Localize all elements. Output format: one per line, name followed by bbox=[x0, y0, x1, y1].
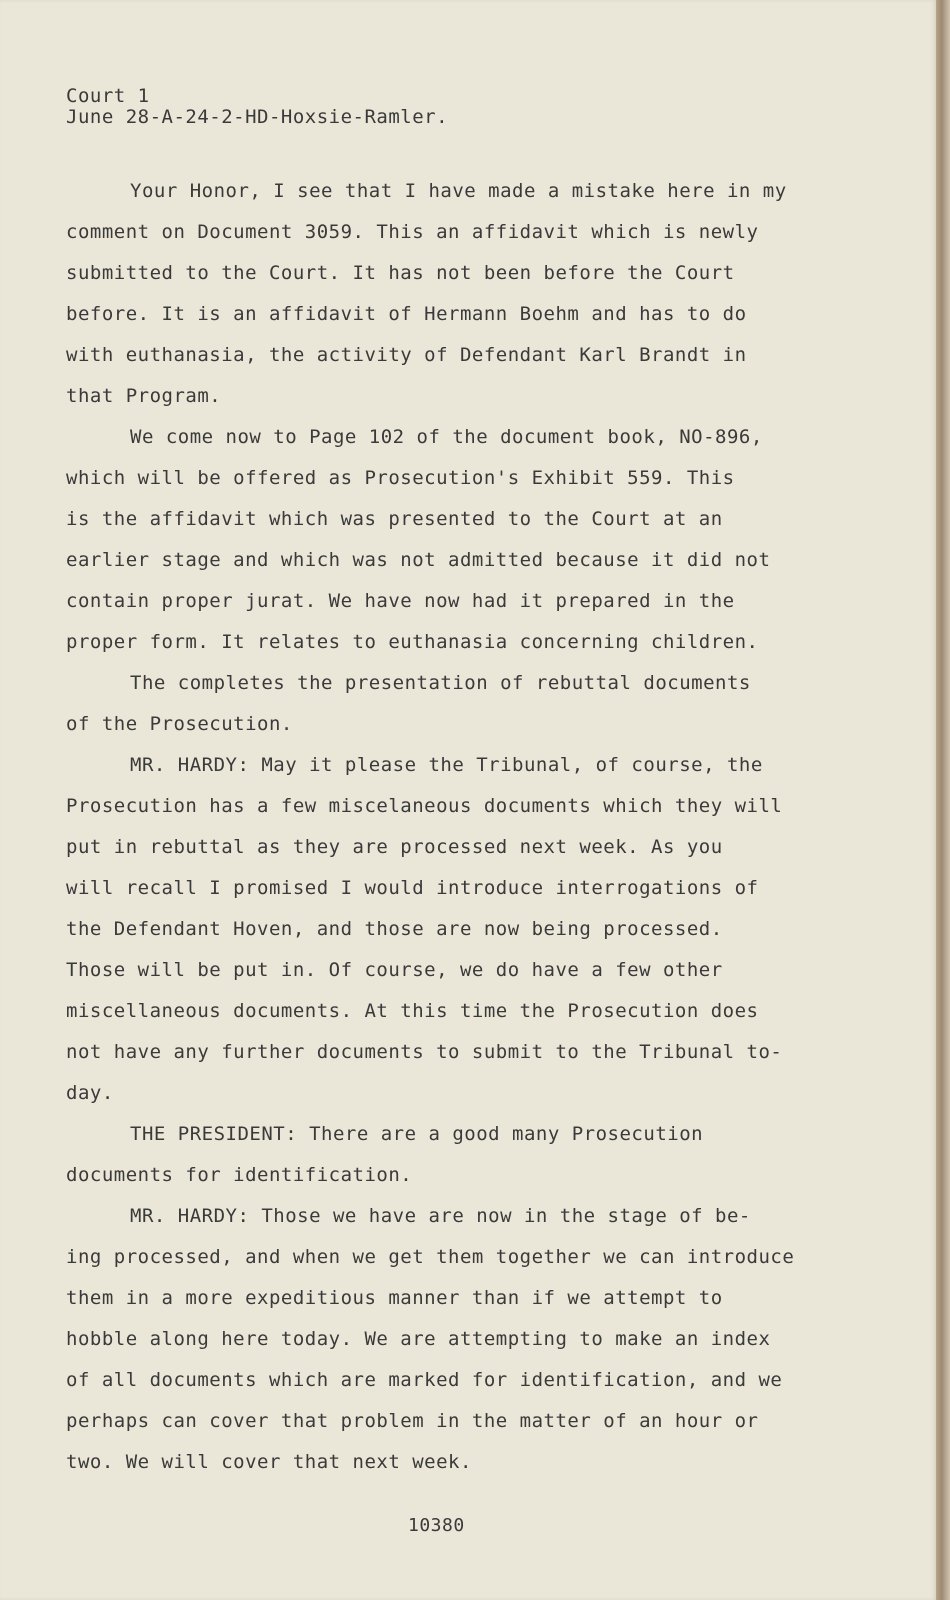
transcript-line: Your Honor, I see that I have made a mistake here in my bbox=[130, 180, 787, 202]
transcript-line: that Program. bbox=[66, 385, 222, 407]
document-header bbox=[66, 86, 448, 128]
transcript-line: put in rebuttal as they are processed next week. As you bbox=[66, 836, 723, 858]
transcript-line: MR. HARDY: Those we have are now in the stage of be- bbox=[130, 1205, 751, 1227]
transcript-line: day. bbox=[66, 1082, 114, 1104]
transcript-line: perhaps can cover that problem in the matter of an hour or bbox=[66, 1410, 759, 1432]
transcript-line: earlier stage and which was not admitted because it did not bbox=[66, 549, 771, 571]
transcript-line: of all documents which are marked for identification, and we bbox=[66, 1369, 783, 1391]
transcript-line: Those will be put in. Of course, we do have a few other bbox=[66, 959, 723, 981]
transcript-line: We come now to Page 102 of the document book, NO-896, bbox=[130, 426, 763, 448]
transcript-line: with euthanasia, the activity of Defendant Karl Brandt in bbox=[66, 344, 747, 366]
transcript-line: two. We will cover that next week. bbox=[66, 1451, 472, 1473]
transcript-line: The completes the presentation of rebuttal documents bbox=[130, 672, 751, 694]
transcript-line: contain proper jurat. We have now had it prepared in the bbox=[66, 590, 735, 612]
transcript-line: THE PRESIDENT: There are a good many Prosecution bbox=[130, 1123, 704, 1145]
transcript-line: the Defendant Hoven, and those are now being processed. bbox=[66, 918, 723, 940]
transcript-line: before. It is an affidavit of Hermann Boehm and has to do bbox=[66, 303, 747, 325]
transcript-line: them in a more expeditious manner than if we attempt to bbox=[66, 1287, 723, 1309]
court-label: Court 1 bbox=[66, 85, 150, 107]
transcript-line: which will be offered as Prosecution's Exhibit 559. This bbox=[66, 467, 735, 489]
paper-edge bbox=[936, 0, 950, 1600]
transcript-reference: June 28-A-24-2-HD-Hoxsie-Ramler. bbox=[66, 106, 449, 128]
transcript-line: Prosecution has a few miscelaneous documents which they will bbox=[66, 795, 783, 817]
page-number: 10380 bbox=[408, 1515, 465, 1536]
transcript-line: miscellaneous documents. At this time the Prosecution does bbox=[66, 1000, 759, 1022]
transcript-line: comment on Document 3059. This an affidavit which is newly bbox=[66, 221, 759, 243]
transcript-line: documents for identification. bbox=[66, 1164, 413, 1186]
transcript-line: ing processed, and when we get them together we can introduce bbox=[66, 1246, 795, 1268]
transcript-line: will recall I promised I would introduce interrogations of bbox=[66, 877, 759, 899]
transcript-line: hobble along here today. We are attempting to make an index bbox=[66, 1328, 771, 1350]
transcript-line: submitted to the Court. It has not been before the Court bbox=[66, 262, 735, 284]
transcript-line: of the Prosecution. bbox=[66, 713, 293, 735]
transcript-line: proper form. It relates to euthanasia concerning children. bbox=[66, 631, 759, 653]
transcript-line: is the affidavit which was presented to the Court at an bbox=[66, 508, 723, 530]
transcript-line: MR. HARDY: May it please the Tribunal, of course, the bbox=[130, 754, 763, 776]
transcript-line: not have any further documents to submit to the Tribunal to- bbox=[66, 1041, 783, 1063]
